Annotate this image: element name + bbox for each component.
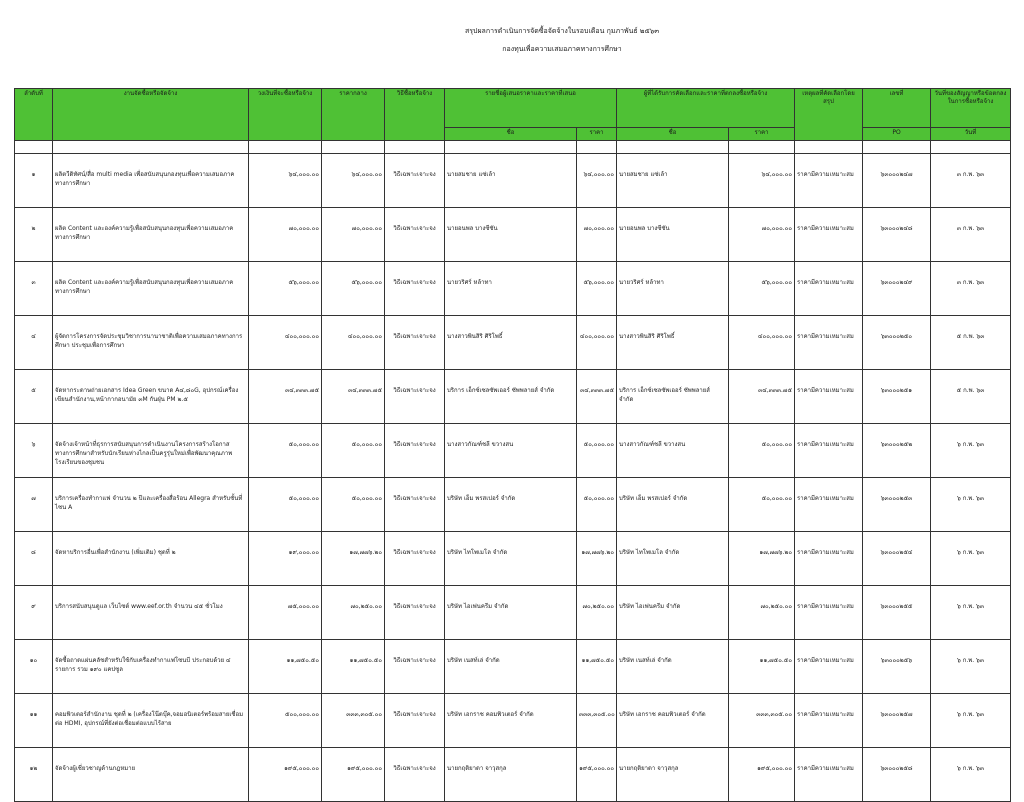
cell-winner-name: นายวริศร์ หล้าทา <box>617 262 729 316</box>
cell-po: ๖๓๐๐๐๒๕๑ <box>863 370 931 424</box>
cell-reason: ราคามีความเหมาะสม <box>795 316 863 370</box>
cell-budget: ๓๔,๓๓๓.๗๕ <box>249 370 322 424</box>
cell-reason: ราคามีความเหมาะสม <box>795 640 863 694</box>
table-row <box>15 586 1011 640</box>
cell-date: ๖ ก.พ. ๖๓ <box>931 694 1011 748</box>
table-row <box>15 532 1011 586</box>
cell-item: ผลิต Content และองค์ความรู้เพื่อสนับสนุนกองทุนเพื่อความเสมอภาคทางการศึกษา <box>53 208 249 262</box>
cell-winner-price: ๖๔,๐๐๐.๐๐ <box>729 154 795 208</box>
cell-method: วิธีเฉพาะเจาะจง <box>385 370 445 424</box>
cell-median-price: ๕๐,๐๐๐.๐๐ <box>322 424 385 478</box>
cell-winner-name: นายกฤติยาดา จาวุสกุล <box>617 748 729 802</box>
cell-winner-name: บริษัท ไทโพเมโล จำกัด <box>617 532 729 586</box>
cell-median-price: ๗๐,๐๐๐.๐๐ <box>322 208 385 262</box>
cell-median-price: ๗๐,๒๕๐.๐๐ <box>322 586 385 640</box>
cell-bidder-price: ๗๐,๒๕๐.๐๐ <box>577 586 617 640</box>
cell-bidder-price: ๕๖,๐๐๐.๐๐ <box>577 262 617 316</box>
cell-bidder-price: ๓๔,๓๓๓.๗๕ <box>577 370 617 424</box>
cell-date: ๓ ก.พ. ๖๓ <box>931 154 1011 208</box>
header-contract-date: วันที่ของสัญญาหรือข้อตกลงในการซื้อหรือจ้าง <box>931 89 1011 128</box>
cell-item: จัดจ้างเจ้าหน้าที่ธุรการสนับสนุนการดำเนินงานโครงการสร้างโอกาสทางการศึกษาสำหรับนักเรียนห่างไกลเป็นครูรุ่นใหม่เพื่อพัฒนาคุณภาพโรงเรียนของชุมชน <box>53 424 249 478</box>
document-title-block <box>0 22 1024 58</box>
cell-bidder-price: ๕๐,๐๐๐.๐๐ <box>577 478 617 532</box>
cell-reason: ราคามีความเหมาะสม <box>795 262 863 316</box>
cell-winner-name: บริษัท เอ็ม พรสเปอร์ จำกัด <box>617 478 729 532</box>
cell-budget: ๗๕,๐๐๐.๐๐ <box>249 586 322 640</box>
cell-date: ๓ ก.พ. ๖๓ <box>931 262 1011 316</box>
cell-bidder-name: บริษัท เอ็ม พรสเปอร์ จำกัด <box>445 478 577 532</box>
cell-winner-name: นายอนพล บางซีชัน <box>617 208 729 262</box>
cell-budget: ๕๐๐,๐๐๐.๐๐ <box>249 694 322 748</box>
cell-no: ๑๐ <box>15 640 53 694</box>
cell-bidder-price: ๓๓๓,๓๐๕.๐๐ <box>577 694 617 748</box>
cell-item: จัดหากระดาษถ่ายเอกสาร Idea Green ขนาด A๔,๘๐G, อุปกรณ์เครื่องเขียนสำนักงาน,หน้ากากอนามัย ๓M กันฝุ่น PM ๒.๕ <box>53 370 249 424</box>
cell-winner-price: ๕๖,๐๐๐.๐๐ <box>729 262 795 316</box>
cell-median-price: ๑๑,๗๕๐.๕๐ <box>322 640 385 694</box>
cell-median-price: ๔๐๐,๐๐๐.๐๐ <box>322 316 385 370</box>
cell-item: บริการสนับสนุนดูแล เว็บไซต์ www.eef.or.th จำนวน ๔๕ ชั่วโมง <box>53 586 249 640</box>
cell-winner-name: นายสมชาย แซ่เล้า <box>617 154 729 208</box>
table-row <box>15 478 1011 532</box>
subheader-bidder-price: ราคา <box>577 128 617 141</box>
cell-po: ๖๓๐๐๐๒๕๖ <box>863 640 931 694</box>
cell-po: ๖๓๐๐๐๒๕๔ <box>863 532 931 586</box>
cell-winner-price: ๑๗,๗๗๖.๒๐ <box>729 532 795 586</box>
cell-bidder-name: นายสมชาย แซ่เล้า <box>445 154 577 208</box>
cell-bidder-name: นางสาวกัณฑ์ชลี ขวางสน <box>445 424 577 478</box>
table-row <box>15 154 1011 208</box>
cell-no: ๗ <box>15 478 53 532</box>
cell-no: ๖ <box>15 424 53 478</box>
cell-reason: ราคามีความเหมาะสม <box>795 424 863 478</box>
cell-date: ๕ ก.พ. ๖๓ <box>931 316 1011 370</box>
cell-bidder-price: ๗๐,๐๐๐.๐๐ <box>577 208 617 262</box>
cell-po: ๖๓๐๐๐๒๕๗ <box>863 694 931 748</box>
cell-winner-price: ๓๓๓,๓๐๕.๐๐ <box>729 694 795 748</box>
cell-no: ๙ <box>15 586 53 640</box>
subheader-winner-name: ชื่อ <box>617 128 729 141</box>
cell-budget: ๕๐,๐๐๐.๐๐ <box>249 478 322 532</box>
cell-budget: ๗๐,๐๐๐.๐๐ <box>249 208 322 262</box>
cell-method: วิธีเฉพาะเจาะจง <box>385 154 445 208</box>
cell-no: ๑ <box>15 154 53 208</box>
table-row <box>15 316 1011 370</box>
cell-median-price: ๕๐,๐๐๐.๐๐ <box>322 478 385 532</box>
cell-reason: ราคามีความเหมาะสม <box>795 748 863 802</box>
cell-winner-name: บริการ เอ็กซ์เซลซัพเออร์ ซัพพลายส์ จำกัด <box>617 370 729 424</box>
cell-method: วิธีเฉพาะเจาะจง <box>385 424 445 478</box>
spacer-row <box>15 141 1011 154</box>
cell-item: จัดจ้างผู้เชี่ยวชาญด้านกฎหมาย <box>53 748 249 802</box>
subheader-date: วันที่ <box>931 128 1011 141</box>
cell-po: ๖๓๐๐๐๒๕๒ <box>863 424 931 478</box>
cell-bidder-name: นายอนพล บางซีชัน <box>445 208 577 262</box>
header-budget: วงเงินที่จะซื้อหรือจ้าง <box>249 89 322 141</box>
cell-item: คอมพิวเตอร์สำนักงาน ชุดที่ ๒ (เครื่องโน๊ตบุ๊ค,จอมอนิเตอร์พร้อมสายเชื่อมต่อ HDMI, อุปกรณ์ที่ยังต่อเชื่อมต่อแบบไร้สาย <box>53 694 249 748</box>
cell-no: ๕ <box>15 370 53 424</box>
subheader-winner-price: ราคา <box>729 128 795 141</box>
cell-po: ๖๓๐๐๐๒๕๐ <box>863 316 931 370</box>
cell-item: ผู้จัดการโครงการจัดประชุมวิชาการนานาชาติเพื่อความเสมอภาคทางการศึกษา ประชุมเพื่อการศึกษา <box>53 316 249 370</box>
cell-no: ๑๒ <box>15 748 53 802</box>
cell-po: ๖๓๐๐๐๒๕๕ <box>863 586 931 640</box>
cell-method: วิธีเฉพาะเจาะจง <box>385 586 445 640</box>
cell-median-price: ๑๙๕,๐๐๐.๐๐ <box>322 748 385 802</box>
cell-bidder-price: ๕๐,๐๐๐.๐๐ <box>577 424 617 478</box>
header-reason: เหตุผลที่คัดเลือกโดยสรุป <box>795 89 863 141</box>
cell-bidder-price: ๑๗,๗๗๖.๒๐ <box>577 532 617 586</box>
cell-date: ๖ ก.พ. ๖๓ <box>931 424 1011 478</box>
cell-budget: ๑๑,๗๕๐.๕๐ <box>249 640 322 694</box>
cell-median-price: ๖๔,๐๐๐.๐๐ <box>322 154 385 208</box>
cell-date: ๖ ก.พ. ๖๓ <box>931 532 1011 586</box>
cell-no: ๒ <box>15 208 53 262</box>
cell-item: บริการเครื่องทำกาแฟ จำนวน ๒ ปีและเครื่องสื่อร้อน Allegra สำหรับชั้นที่ไซน A <box>53 478 249 532</box>
cell-bidder-price: ๔๐๐,๐๐๐.๐๐ <box>577 316 617 370</box>
cell-reason: ราคามีความเหมาะสม <box>795 532 863 586</box>
cell-budget: ๕๖,๐๐๐.๐๐ <box>249 262 322 316</box>
header-bidders: รายชื่อผู้เสนอราคาและราคาที่เสนอ <box>445 89 617 128</box>
cell-budget: ๑๙,๐๐๐.๐๐ <box>249 532 322 586</box>
cell-bidder-price: ๑๙๕,๐๐๐.๐๐ <box>577 748 617 802</box>
cell-method: วิธีเฉพาะเจาะจง <box>385 316 445 370</box>
cell-date: ๖ ก.พ. ๖๓ <box>931 586 1011 640</box>
table-row <box>15 640 1011 694</box>
cell-winner-name: นางสาวกัณฑ์ชลี ขวางสน <box>617 424 729 478</box>
cell-method: วิธีเฉพาะเจาะจง <box>385 208 445 262</box>
header-method: วิธีซื้อหรือจ้าง <box>385 89 445 141</box>
table-body <box>15 141 1011 802</box>
cell-no: ๑๑ <box>15 694 53 748</box>
cell-median-price: ๑๗,๗๗๖.๒๐ <box>322 532 385 586</box>
cell-item: ผลิตวีดิทัศน์/สื่อ multi media เพื่อสนับสนุนกองทุนเพื่อความเสมอภาคทางการศึกษา <box>53 154 249 208</box>
cell-reason: ราคามีความเหมาะสม <box>795 586 863 640</box>
cell-date: ๖ ก.พ. ๖๓ <box>931 478 1011 532</box>
cell-bidder-name: บริษัท ไทโพเมโล จำกัด <box>445 532 577 586</box>
header-no: ลำดับที่ <box>15 89 53 141</box>
cell-bidder-price: ๖๔,๐๐๐.๐๐ <box>577 154 617 208</box>
table-row <box>15 208 1011 262</box>
cell-bidder-name: บริษัท เอกราช คอมพิวเตอร์ จำกัด <box>445 694 577 748</box>
header-doc-no: เลขที่ <box>863 89 931 128</box>
header-selected: ผู้ที่ได้รับการคัดเลือกและราคาที่ตกลงซื้อหรือจ้าง <box>617 89 795 128</box>
table-row <box>15 424 1011 478</box>
cell-bidder-name: บริษัท ไอเฟนครีม จำกัด <box>445 586 577 640</box>
table-row <box>15 694 1011 748</box>
cell-winner-price: ๑๑,๗๕๐.๕๐ <box>729 640 795 694</box>
cell-winner-name: บริษัท ไอเฟนครีม จำกัด <box>617 586 729 640</box>
cell-date: ๖ ก.พ. ๖๓ <box>931 748 1011 802</box>
cell-budget: ๔๐๐,๐๐๐.๐๐ <box>249 316 322 370</box>
cell-median-price: ๓๓๓,๓๐๕.๐๐ <box>322 694 385 748</box>
header-median-price: ราคากลาง <box>322 89 385 141</box>
cell-reason: ราคามีความเหมาะสม <box>795 370 863 424</box>
table-row <box>15 370 1011 424</box>
cell-winner-name: บริษัท เอกราช คอมพิวเตอร์ จำกัด <box>617 694 729 748</box>
cell-winner-price: ๕๐,๐๐๐.๐๐ <box>729 478 795 532</box>
cell-reason: ราคามีความเหมาะสม <box>795 694 863 748</box>
table-row <box>15 748 1011 802</box>
cell-no: ๓ <box>15 262 53 316</box>
cell-bidder-name: นายวริศร์ หล้าทา <box>445 262 577 316</box>
cell-item: จัดซื้อถาดแผ่นคลัชสำหรับใช้กับเครื่องทำกาแฟโซนบี ประกอบด้วย ๔ รายการ รวม ๑๙๐ แคปซูล <box>53 640 249 694</box>
report-title: สรุปผลการดำเนินการจัดซื้อจัดจ้างในรอบเดือน กุมภาพันธ์ ๒๕๖๓ <box>464 27 660 35</box>
cell-bidder-name: บริษัท เนสท์เล่ จำกัด <box>445 640 577 694</box>
cell-winner-price: ๗๐,๐๐๐.๐๐ <box>729 208 795 262</box>
cell-reason: ราคามีความเหมาะสม <box>795 478 863 532</box>
cell-winner-price: ๑๙๕,๐๐๐.๐๐ <box>729 748 795 802</box>
cell-date: ๕ ก.พ. ๖๓ <box>931 370 1011 424</box>
cell-bidder-price: ๑๑,๗๕๐.๕๐ <box>577 640 617 694</box>
cell-reason: ราคามีความเหมาะสม <box>795 154 863 208</box>
cell-po: ๖๓๐๐๐๒๔๙ <box>863 262 931 316</box>
header-item: งานจัดซื้อหรือจัดจ้าง <box>53 89 249 141</box>
cell-method: วิธีเฉพาะเจาะจง <box>385 532 445 586</box>
cell-method: วิธีเฉพาะเจาะจง <box>385 262 445 316</box>
procurement-table <box>14 88 1011 802</box>
cell-method: วิธีเฉพาะเจาะจง <box>385 640 445 694</box>
cell-date: ๓ ก.พ. ๖๓ <box>931 208 1011 262</box>
cell-median-price: ๓๔,๓๓๓.๗๕ <box>322 370 385 424</box>
cell-po: ๖๓๐๐๐๒๕๘ <box>863 748 931 802</box>
cell-item: ผลิต Content และองค์ความรู้เพื่อสนับสนุนกองทุนเพื่อความเสมอภาคทางการศึกษา <box>53 262 249 316</box>
cell-budget: ๖๔,๐๐๐.๐๐ <box>249 154 322 208</box>
cell-bidder-name: นายกฤติยาดา จาวุสกุล <box>445 748 577 802</box>
cell-budget: ๕๐,๐๐๐.๐๐ <box>249 424 322 478</box>
table-row <box>15 262 1011 316</box>
cell-po: ๖๓๐๐๐๒๔๗ <box>863 154 931 208</box>
cell-date: ๖ ก.พ. ๖๓ <box>931 640 1011 694</box>
cell-reason: ราคามีความเหมาะสม <box>795 208 863 262</box>
cell-po: ๖๓๐๐๐๒๕๓ <box>863 478 931 532</box>
organization-name: กองทุนเพื่อความเสมอภาคทางการศึกษา <box>502 45 622 53</box>
cell-method: วิธีเฉพาะเจาะจง <box>385 478 445 532</box>
cell-winner-price: ๔๐๐,๐๐๐.๐๐ <box>729 316 795 370</box>
cell-winner-name: นางสาวพินสิริ ศิริโพธิ์ <box>617 316 729 370</box>
subheader-bidder-name: ชื่อ <box>445 128 577 141</box>
cell-no: ๘ <box>15 532 53 586</box>
cell-bidder-name: บริการ เอ็กซ์เซลซัพเออร์ ซัพพลายส์ จำกัด <box>445 370 577 424</box>
cell-winner-price: ๗๐,๒๕๐.๐๐ <box>729 586 795 640</box>
cell-method: วิธีเฉพาะเจาะจง <box>385 694 445 748</box>
cell-po: ๖๓๐๐๐๒๔๘ <box>863 208 931 262</box>
cell-no: ๔ <box>15 316 53 370</box>
cell-bidder-name: นางสาวพินสิริ ศิริโพธิ์ <box>445 316 577 370</box>
cell-median-price: ๕๖,๐๐๐.๐๐ <box>322 262 385 316</box>
cell-winner-name: บริษัท เนสท์เล่ จำกัด <box>617 640 729 694</box>
cell-winner-price: ๕๐,๐๐๐.๐๐ <box>729 424 795 478</box>
subheader-po: PO <box>863 128 931 141</box>
cell-winner-price: ๓๔,๓๓๓.๗๕ <box>729 370 795 424</box>
cell-method: วิธีเฉพาะเจาะจง <box>385 748 445 802</box>
cell-budget: ๑๙๕,๐๐๐.๐๐ <box>249 748 322 802</box>
cell-item: จัดหาบริการอื่นเพื่อสำนักงาน (เพิ่มเติม) ชุดที่ ๒ <box>53 532 249 586</box>
